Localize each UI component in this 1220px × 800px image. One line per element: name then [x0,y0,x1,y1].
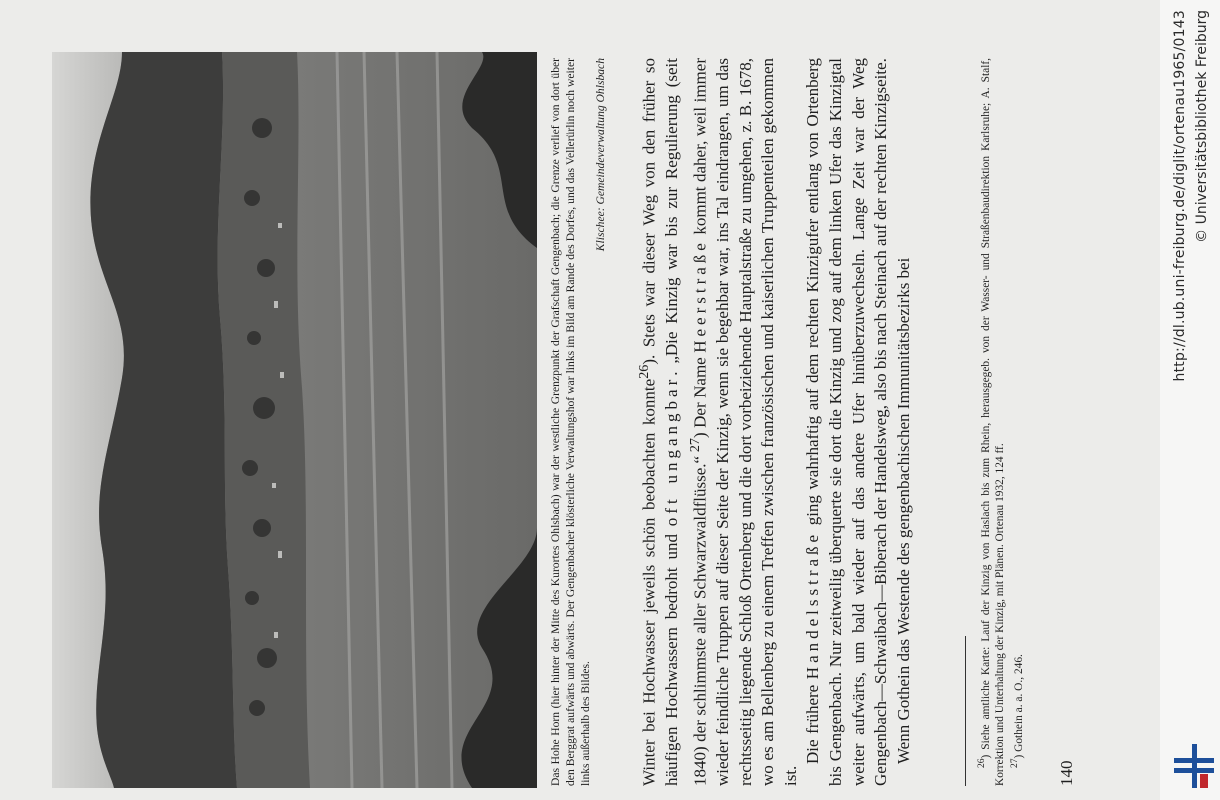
margin-info [1168,0,1214,800]
footnote-ref: 26 [636,364,652,379]
paragraph-2 [802,58,892,786]
caption-credit: Klischee: Gemeindeverwaltung Ohlsbach [594,58,607,252]
footnote [1008,58,1026,786]
ub-freiburg-logo-icon [1172,744,1216,790]
footnote-ref: 27 [686,438,703,456]
footnote-divider [965,636,966,786]
text-run: Die frühere [803,679,823,764]
footnote-text: ) Gothein a. a. O., 246. [1012,654,1025,759]
text-run: Winter bei Hochwasser jeweils schön beobachten konnte [639,378,659,786]
footnote-text: ) Siehe amtliche Karte: Lauf der Kinzig von Haslach bis zum Rhein, herausgegeb. von der Wasser- und Straßenbaudirektion Karlsruhe; A. Stalf, Korrektion und Unterhaltung der Kinzig, mit Plänen. Ortenau 1932, 124 ff. [979,58,1007,786]
spaced-emphasis: oft ungangbar [662,375,682,527]
spaced-emphasis: Handelsstraße [803,530,823,680]
text-run: ging wahrhaftig auf dem rechten Kinzigufer entlang von Ortenberg bis Gengenbach. Nur zeitweilig überquerte sie dort die Kinzig und zog auf dem linken Ufer das Kinzigtal weiter aufwärts, um bald wieder auf das andere Ufer hinüberzuwechseln. Lange Zeit war der Weg Gengenbach—Schwaibach—Biberach der Handelsweg, also bis nach Steinach auf der rechten Kinzigseite. [803,58,891,786]
photo-caption [548,58,608,786]
footnotes [975,58,1026,786]
landscape-photo [52,52,537,788]
caption-text: Das Hohe Horn (hier hinter der Mitte des Kurortes Ohlsbach) war der westliche Grenzpunkt der Grafschaft Gengenbach; die Grenze verlief von dort über den Berggrat aufwärts und abwärts. Der Gengenbacher klösterliche Verwaltungshof war links im Bild am Rande des Dorfes, und das Vellerürlin noch weiter links außerhalb des Bildes. [549,58,592,786]
footnote-number: 26 [977,758,987,768]
paragraph-3: Wenn Gothein das Westende des gengenbachischen Immunitätsbezirks bei [893,257,913,764]
page-number: 140 [1057,760,1076,786]
text-run: kommt daher, weil immer wieder feindliche Truppen auf dieser Seite der Kinzig, wenn sie begehbar war, ins Tal eindrangen, um das rechtsseitig liegende Schloß Ortenberg und die dort vorbeiziehende Hauptalstraße zu umgehen, z. B. 1678, wo es am Bellenberg zu einem Treffen zwischen französischen und kaiserlichen Truppenteilen gekommen ist. [690,58,800,786]
body-text [633,58,915,786]
text-run: . „Die Kinzig war bis zur Regulierung (seit 1840) der schlimmste aller Schwarzwaldflüsse.“ [662,58,710,786]
footnote [975,58,1008,786]
paragraph-1 [633,58,802,786]
spaced-emphasis: Heerstraße [690,239,710,353]
text-run: ) Der Name [690,352,710,439]
source-url[interactable]: http://dl.ub.uni-freiburg.de/diglit/ortenau1965/0143 [1172,10,1188,382]
copyright: © Universitätsbibliothek Freiburg [1194,10,1210,243]
text-run: ). Stets war dieser Weg von den früher so häufigen Hochwassern bedroht und [639,58,682,786]
footnote-number: 27 [1009,758,1020,768]
